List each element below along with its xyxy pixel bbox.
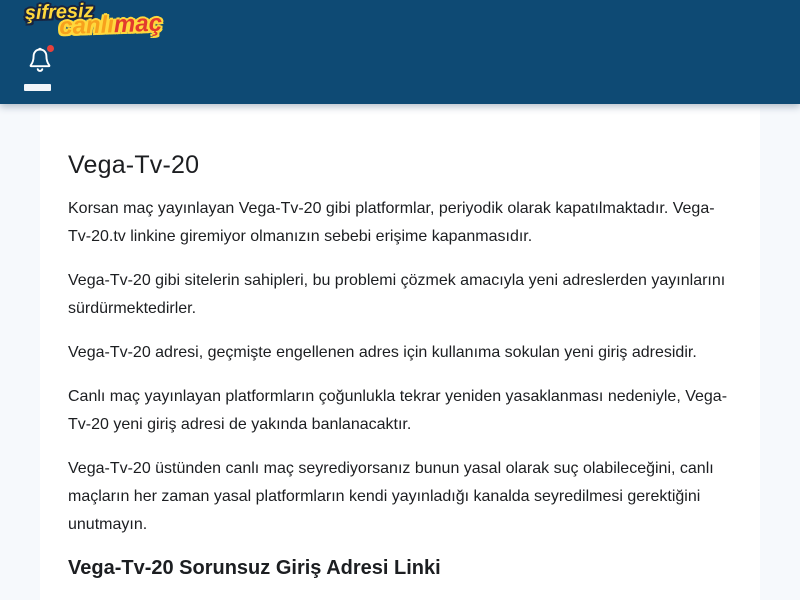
logo-text-line1: şifresiz: [24, 0, 95, 25]
hamburger-menu-button[interactable]: [24, 84, 51, 91]
article: [68, 150, 732, 581]
notification-badge: [47, 45, 54, 52]
article-paragraph: Vega-Tv-20 üstünden canlı maç seyrediyorsanız bunun yasal olarak suç olabileceğini, canlı maçların her zaman yasal platformların kendi yayınladığı kanalda seyredilmesi gerektiğini unutmayın.: [68, 460, 714, 534]
article-paragraph: Korsan maç yayınlayan Vega-Tv-20 gibi platformlar, periyodik olarak kapatılmaktadır. Vega-Tv-20.tv linkine giremiyor olmanızın sebebi erişime kapanmasıdır.: [68, 200, 715, 246]
notifications-button[interactable]: [27, 45, 57, 77]
logo-text-mac: maç: [113, 9, 163, 39]
article-paragraph: Canlı maç yayınlayan platformların çoğunlukla tekrar yeniden yasaklanması nedeniyle, Vega-Tv-20 yeni giriş adresi de yakında banlanacaktır.: [68, 388, 728, 434]
logo-text-line2: [58, 9, 163, 41]
site-logo[interactable]: [24, 0, 162, 40]
article-paragraph: Vega-Tv-20 adresi, geçmişte engellenen adres için kullanıma sokulan yeni giriş adresidir.: [68, 344, 697, 362]
article-body: [68, 195, 732, 539]
article-subheading: Vega-Tv-20 Sorunsuz Giriş Adresi Linki: [68, 557, 441, 580]
article-paragraph: Vega-Tv-20 gibi sitelerin sahipleri, bu problemi çözmek amacıyla yeni adreslerden yayınlarını sürdürmektedirler.: [68, 272, 726, 318]
logo-text-canli: canlı: [58, 11, 115, 41]
site-header: [0, 0, 800, 104]
page-title: Vega-Tv-20: [68, 151, 200, 179]
content-card: [40, 104, 760, 600]
